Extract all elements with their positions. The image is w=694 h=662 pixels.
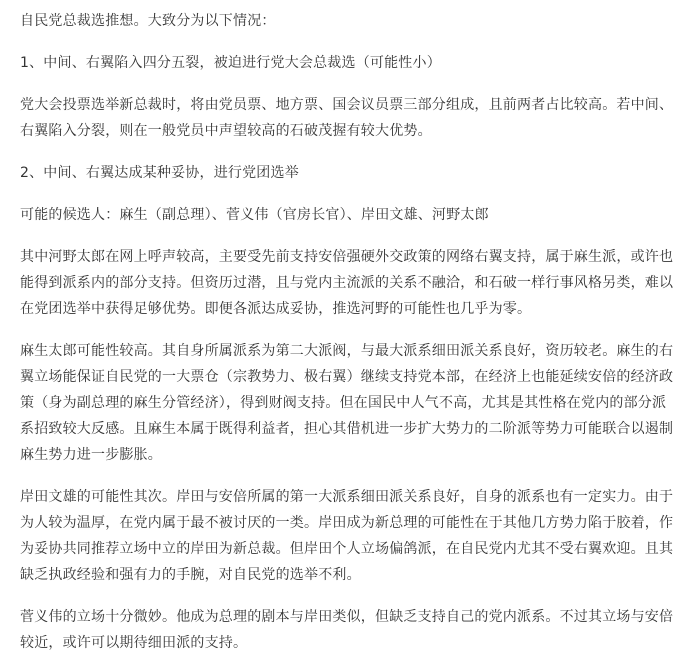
candidates-paragraph: 可能的候选人：麻生（副总理）、菅义伟（官房长官）、岸田文雄、河野太郎	[20, 207, 489, 223]
suga-paragraph: 菅义伟的立场十分微妙。他成为总理的剧本与岸田类似，但缺乏支持自己的党内派系。不过其立场与安倍较近，或许可以期待细田派的支持。	[20, 609, 674, 651]
aso-paragraph: 麻生太郎可能性较高。其自身所属派系为第二大派阀，与最大派系细田派关系良好，资历较老。麻生的右翼立场能保证自民党的一大票仓（宗教势力、极右翼）继续支持党本部，在经济上也能延续安倍的经济政策（身为副总理的麻生分管经济），得到财阀支持。但在国民中人气不高，尤其是其性格在党内的部分派系招致较大反感。且麻生本属于既得利益者，担心其借机进一步扩大势力的二阶派等势力可能联合以遏制麻生势力进一步膨胀。	[20, 343, 674, 463]
case2-heading: 2、中间、右翼达成某种妥协，进行党团选举	[20, 165, 299, 181]
case1-heading: 1、中间、右翼陷入四分五裂，被迫进行党大会总裁选（可能性小）	[20, 55, 441, 71]
intro-paragraph: 自民党总裁选推想。大致分为以下情况：	[20, 13, 276, 29]
kishida-paragraph: 岸田文雄的可能性其次。岸田与安倍所属的第一大派系细田派关系良好，自身的派系也有一定实力。由于为人较为温厚，在党内属于最不被讨厌的一类。岸田成为新总理的可能性在于其他几方势力陷于胶着，作为妥协共同推荐立场中立的岸田为新总裁。但岸田个人立场偏鸽派，在自民党内尤其不受右翼欢迎。且其缺乏执政经验和强有力的手腕，对自民党的选举不利。	[20, 489, 674, 583]
case1-paragraph: 党大会投票选举新总裁时，将由党员票、地方票、国会议员票三部分组成，且前两者占比较高。若中间、右翼陷入分裂，则在一般党员中声望较高的石破茂握有较大优势。	[20, 97, 674, 139]
kono-paragraph: 其中河野太郎在网上呼声较高，主要受先前支持安倍强硬外交政策的网络右翼支持，属于麻生派，或许也能得到派系内的部分支持。但资历过潜，且与党内主流派的关系不融洽，和石破一样行事风格另类，难以在党团选举中获得足够优势。即便各派达成妥协，推选河野的可能性也几乎为零。	[20, 249, 674, 317]
